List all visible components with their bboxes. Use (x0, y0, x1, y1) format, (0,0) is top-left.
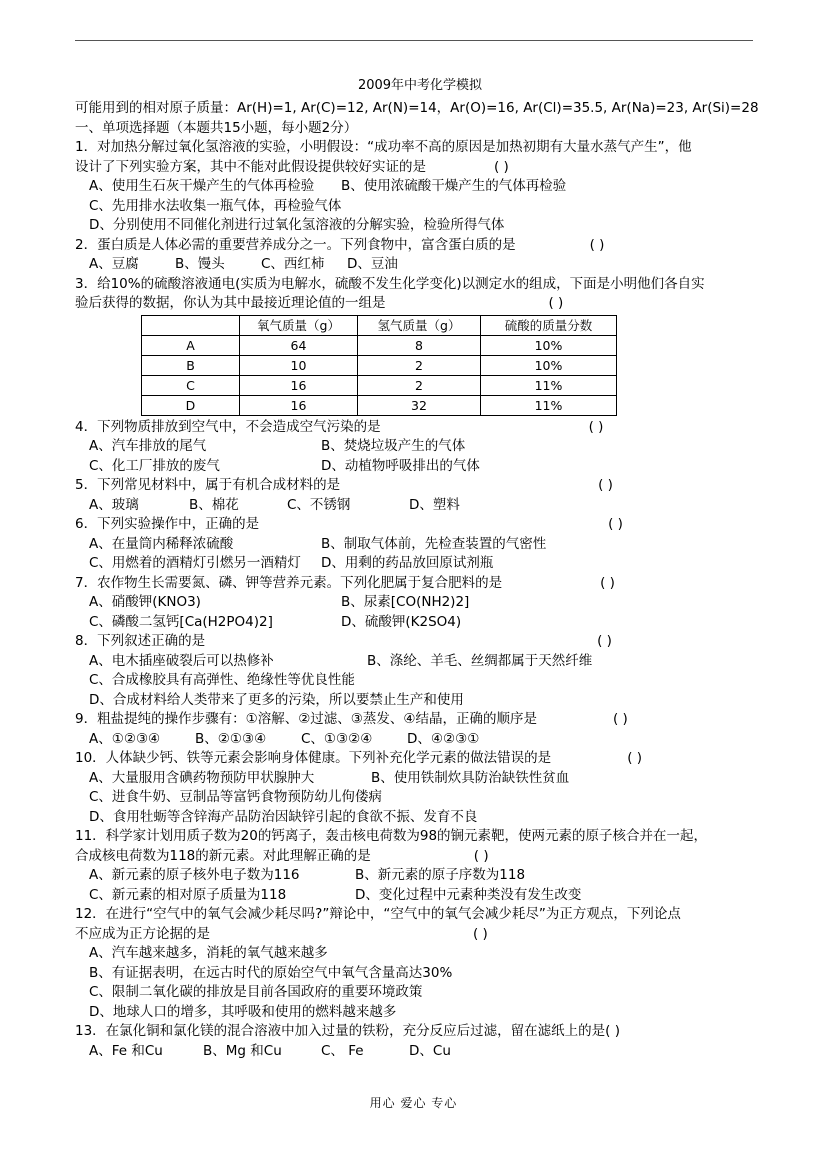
question-stem: 设计了下列实验方案，其中不能对此假设提供较好实证的是 ( ) (75, 158, 765, 178)
option-c: C、西红柿 (261, 256, 325, 272)
section-heading: 一、单项选择题（本题共15小题，每小题2分） (75, 119, 358, 136)
option-a: A、在量筒内稀释浓硫酸 (89, 535, 234, 552)
table-row (142, 355, 617, 375)
question-stem: 8．下列叙述正确的是 ( ) (75, 632, 765, 652)
answer-paren: ( ) (613, 711, 628, 727)
answer-paren: ( ) (494, 158, 509, 175)
option-b: B、使用浓硫酸干燥产生的气体再检验 (341, 178, 567, 194)
option-d: D、动植物呼吸排出的气体 (321, 457, 480, 474)
page-footer: 用心 爱心 专心 (369, 1096, 458, 1110)
table-row (142, 335, 617, 355)
option-b: B、使用铁制炊具防治缺铁性贫血 (371, 769, 570, 786)
option-b: B、有证据表明，在远古时代的原始空气中氧气含量高达30% (89, 964, 453, 981)
question-stem: 10．人体缺少钙、铁等元素会影响身体健康。下列补充化学元素的做法错误的是 ( ) (75, 749, 765, 769)
table-header: 硫酸的质量分数 (481, 315, 617, 335)
option-a: A、大量服用含碘药物预防甲状腺肿大 (89, 769, 315, 786)
table-header-row (142, 315, 617, 335)
question-stem: 4．下列物质排放到空气中，不会造成空气污染的是 ( ) (75, 418, 765, 438)
option-c: C、限制二氧化碳的排放是目前各国政府的重要环境政策 (89, 984, 423, 1000)
option-c: C、进食牛奶、豆制品等富钙食物预防幼儿佝偻病 (89, 789, 382, 805)
question-8 (75, 632, 765, 710)
option-a: A、豆腐 (89, 256, 139, 272)
question-stem: 2．蛋白质是人体必需的重要营养成分之一。下列食物中，富含蛋白质的是 ( ) (75, 236, 765, 256)
option-b: B、馒头 (175, 256, 225, 272)
option-d: D、食用牡蛎等含锌海产品防治因缺锌引起的食欲不振、发育不良 (89, 808, 478, 825)
option-b: B、焚烧垃圾产生的气体 (321, 438, 466, 454)
option-d: D、硫酸钾(K2SO4) (341, 613, 462, 630)
option-b: B、新元素的原子序数为118 (355, 867, 526, 883)
option-a: A、新元素的原子核外电子数为116 (89, 867, 300, 883)
option-b: B、涤纶、羊毛、丝绸都属于天然纤维 (367, 652, 593, 669)
table-cell: B (142, 355, 240, 375)
option-c: C、①③②④ (301, 730, 373, 747)
data-table (141, 315, 617, 416)
table-cell: 10% (481, 335, 617, 355)
option-b: B、棉花 (189, 496, 239, 513)
answer-paren: ( ) (600, 574, 615, 591)
answer-paren: ( ) (473, 847, 489, 864)
table-cell: C (142, 375, 240, 395)
table-cell: 2 (358, 375, 481, 395)
answer-paren: ( ) (548, 295, 564, 311)
option-c: C、不锈钢 (287, 496, 351, 513)
question-9 (75, 710, 765, 749)
option-a: A、电木插座破裂后可以热修补 (89, 652, 274, 669)
option-d: D、分别使用不同催化剂进行过氧化氢溶液的分解实验，检验所得气体 (89, 217, 505, 233)
header-rule (75, 40, 753, 41)
atomic-mass-line: 可能用到的相对原子质量：Ar(H)=1, Ar(C)=12, Ar(N)=14，Ar(O)=16, Ar(Cl)=35.5, Ar(Na)=23, Ar(Si)=28 (75, 100, 759, 116)
option-c: C、化工厂排放的废气 (89, 457, 220, 474)
table-cell: 32 (358, 395, 481, 415)
table-cell: D (142, 395, 240, 415)
table-cell: 16 (240, 375, 358, 395)
option-a: A、使用生石灰干燥产生的气体再检验 (89, 178, 315, 194)
option-c: C、 Fe (321, 1042, 364, 1059)
option-b: B、制取气体前，先检查装置的气密性 (321, 535, 547, 552)
table-cell: 16 (240, 395, 358, 415)
option-a: A、硝酸钾(KNO3) (89, 594, 201, 610)
question-stem: 5．下列常见材料中，属于有机合成材料的是 ( ) (75, 476, 765, 496)
table-cell: 10 (240, 355, 358, 375)
option-d: D、塑料 (409, 496, 460, 513)
question-stem: 13．在氯化铜和氯化镁的混合溶液中加入过量的铁粉，充分反应后过滤，留在滤纸上的是( ) (75, 1023, 621, 1039)
question-stem: 12．在进行“空气中的氧气会减少耗尽吗?”辩论中，“空气中的氧气会减少耗尽”为正方观点，下列论点 (75, 906, 681, 922)
table-cell: 10% (481, 355, 617, 375)
option-d: D、豆油 (347, 256, 398, 272)
answer-paren: ( ) (598, 477, 613, 493)
option-a: A、汽车越来越多，消耗的氧气越来越多 (89, 945, 328, 961)
question-13 (75, 1022, 765, 1061)
table-row (142, 395, 617, 415)
question-5 (75, 476, 765, 515)
answer-paren: ( ) (588, 418, 604, 435)
exam-page (75, 76, 765, 1061)
option-d: D、④②③① (407, 730, 480, 747)
table-header: 氧气质量（g） (240, 315, 358, 335)
question-6 (75, 515, 765, 574)
option-a: A、汽车排放的尾气 (89, 438, 207, 454)
option-d: D、地球人口的增多，其呼吸和使用的燃料越来越多 (89, 1003, 397, 1020)
answer-paren: ( ) (589, 236, 605, 253)
question-4 (75, 418, 765, 477)
option-d: D、用剩的药品放回原试剂瓶 (321, 555, 494, 571)
option-a: A、①②③④ (89, 730, 161, 747)
option-d: D、Cu (409, 1042, 451, 1059)
table-cell: 64 (240, 335, 358, 355)
question-stem: 6．下列实验操作中，正确的是 ( ) (75, 515, 765, 535)
question-2 (75, 236, 765, 275)
question-stem: 3．给10%的硫酸溶液通电(实质为电解水，硫酸不发生化学变化)以测定水的组成，下面是小明他们各自实 (75, 275, 705, 292)
option-b: B、Mg 和Cu (203, 1042, 282, 1059)
answer-paren: ( ) (473, 925, 488, 942)
answer-paren: ( ) (627, 750, 643, 766)
answer-paren: ( ) (597, 633, 612, 649)
question-10 (75, 749, 765, 827)
question-stem: 不应成为正方论据的是 ( ) (75, 925, 765, 945)
question-11 (75, 827, 765, 905)
question-stem: 7．农作物生长需要氮、磷、钾等营养元素。下列化肥属于复合肥料的是 ( ) (75, 574, 765, 594)
question-stem: 9．粗盐提纯的操作步骤有：①溶解、②过滤、③蒸发、④结晶，正确的顺序是 ( ) (75, 710, 765, 730)
question-stem: 合成核电荷数为118的新元素。对此理解正确的是 ( ) (75, 847, 765, 867)
question-3 (75, 275, 765, 416)
table-cell: 11% (481, 395, 617, 415)
question-7 (75, 574, 765, 633)
question-stem: 验后获得的数据，你认为其中最接近理论值的一组是 ( ) (75, 294, 765, 314)
table-header (142, 315, 240, 335)
table-cell: A (142, 335, 240, 355)
option-c: C、用燃着的酒精灯引燃另一酒精灯 (89, 555, 301, 571)
table-cell: 2 (358, 355, 481, 375)
option-c: C、磷酸二氢钙[Ca(H2PO4)2] (89, 613, 273, 630)
option-a: A、玻璃 (89, 496, 139, 513)
table-row (142, 375, 617, 395)
table-cell: 8 (358, 335, 481, 355)
option-d: D、变化过程中元素种类没有发生改变 (355, 886, 582, 903)
answer-paren: ( ) (608, 516, 623, 532)
option-b: B、尿素[CO(NH2)2] (341, 594, 470, 610)
option-c: C、合成橡胶具有高弹性、绝缘性等优良性能 (89, 672, 355, 688)
table-cell: 11% (481, 375, 617, 395)
question-stem: 1．对加热分解过氧化氢溶液的实验，小明假设：“成功率不高的原因是加热初期有大量水蒸气产生”，他 (75, 139, 692, 155)
table-header: 氢气质量（g） (358, 315, 481, 335)
option-c: C、先用排水法收集一瓶气体，再检验气体 (89, 197, 342, 214)
option-b: B、②①③④ (195, 730, 267, 747)
question-1 (75, 138, 765, 236)
question-12 (75, 905, 765, 1022)
option-a: A、Fe 和Cu (89, 1042, 163, 1059)
option-c: C、新元素的相对原子质量为118 (89, 886, 287, 903)
option-d: D、合成材料给人类带来了更多的污染，所以要禁止生产和使用 (89, 691, 464, 708)
question-stem: 11．科学家计划用质子数为20的钙离子，轰击核电荷数为98的锎元素靶，使两元素的原子核合并在一起， (75, 828, 708, 844)
page-title: 2009年中考化学模拟 (357, 78, 483, 93)
